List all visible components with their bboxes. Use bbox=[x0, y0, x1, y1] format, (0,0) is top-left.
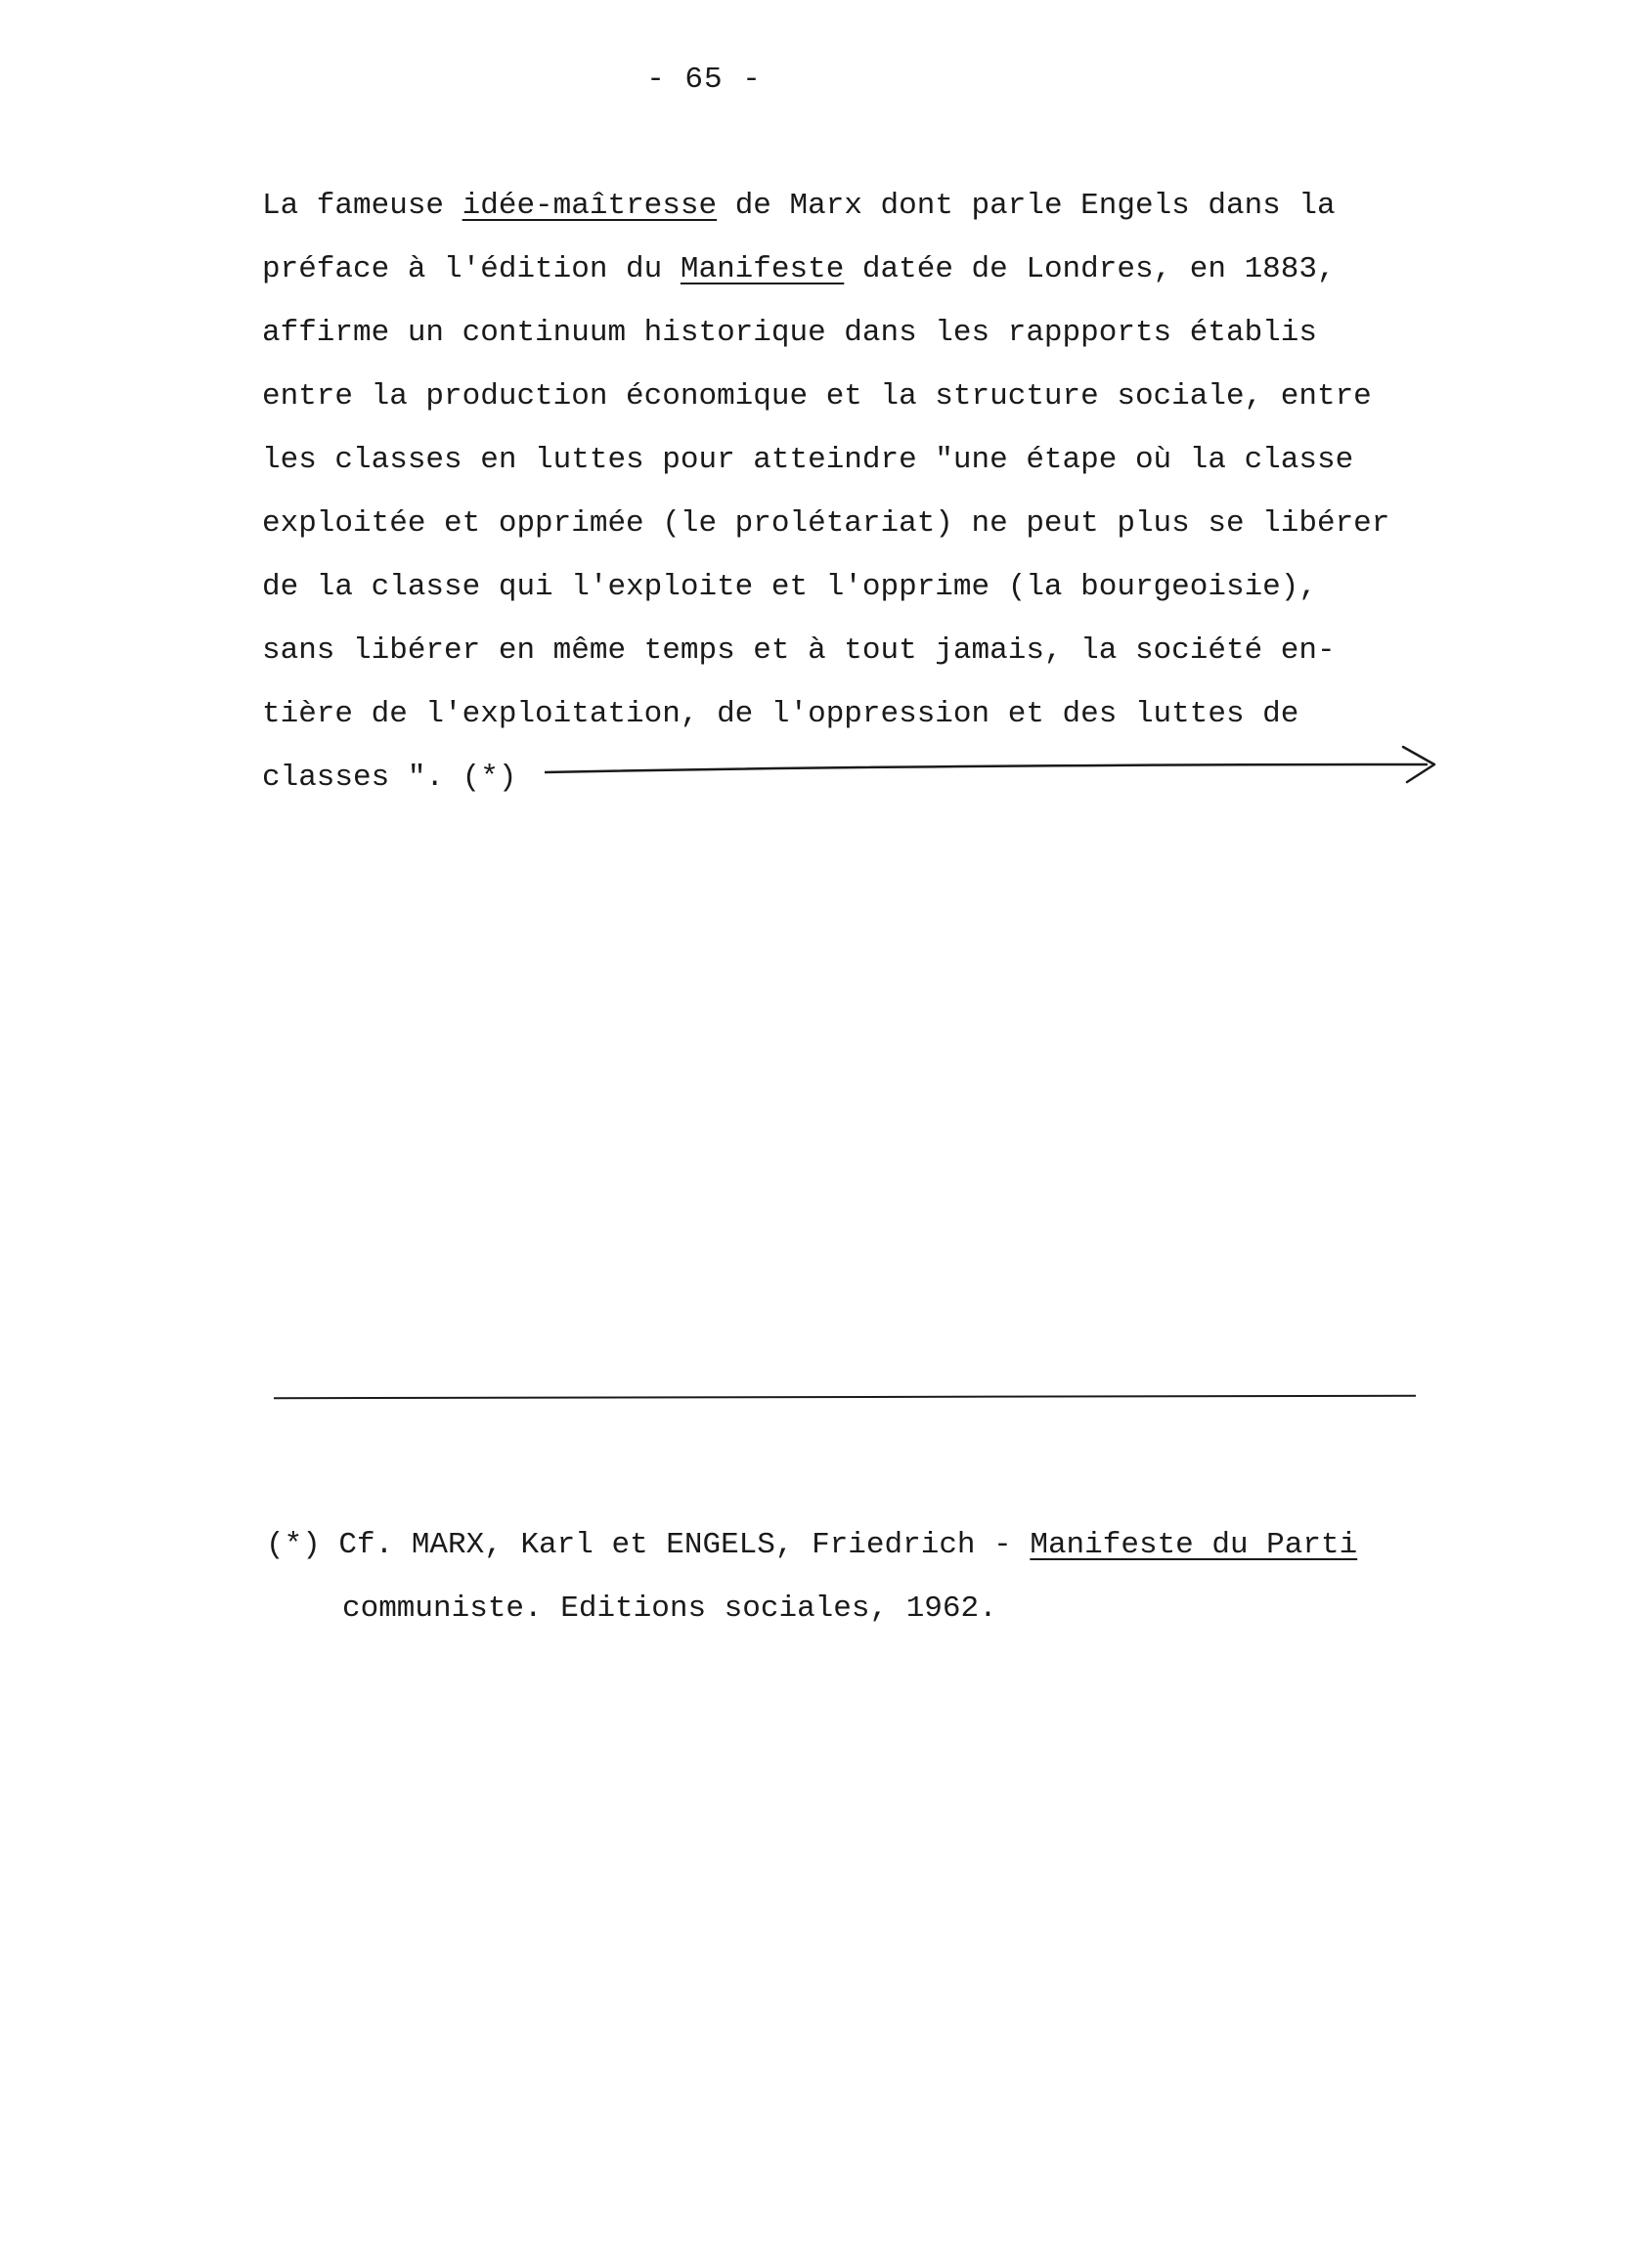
paragraph-line-8: sans libérer en même temps et à tout jamais, la société en- bbox=[262, 633, 1336, 668]
paragraph-line-10: classes ". (*) bbox=[262, 761, 517, 795]
paragraph-line-6: exploitée et opprimée (le prolétariat) ne peut plus se libérer bbox=[262, 506, 1390, 541]
paragraph-line-4: entre la production économique et la structure sociale, entre bbox=[262, 379, 1372, 414]
line-1-before: La fameuse bbox=[262, 189, 462, 223]
paragraph-line-9: tière de l'exploitation, de l'oppression et des luttes de bbox=[262, 697, 1299, 731]
underlined-title-manifeste: Manifeste bbox=[680, 252, 845, 286]
footnote bbox=[266, 1513, 1439, 1640]
body-paragraph bbox=[262, 174, 1435, 809]
handwritten-arrow-icon bbox=[543, 745, 1442, 784]
line-1-after: de Marx dont parle Engels dans la bbox=[717, 189, 1336, 223]
paragraph-line-2 bbox=[262, 238, 1435, 301]
paragraph-line-7: de la classe qui l'exploite et l'opprime (la bourgeoisie), bbox=[262, 570, 1317, 604]
page-number: - 65 - bbox=[646, 63, 762, 97]
underlined-term-idee-maitresse: idée-maîtresse bbox=[462, 189, 718, 223]
footnote-line-1 bbox=[266, 1513, 1439, 1577]
paragraph-line-5: les classes en luttes pour atteindre "une étape où la classe bbox=[262, 443, 1354, 477]
footnote-line-1-before: Cf. MARX, Karl et ENGELS, Friedrich - bbox=[320, 1528, 1031, 1562]
footnote-marker: (*) bbox=[266, 1528, 321, 1562]
footnote-line-2: communiste. Editions sociales, 1962. bbox=[342, 1592, 997, 1626]
paragraph-line-3: affirme un continuum historique dans les rappports établis bbox=[262, 316, 1317, 350]
line-2-after: datée de Londres, en 1883, bbox=[844, 252, 1336, 286]
footnote-separator bbox=[274, 1395, 1416, 1399]
line-2-before: préface à l'édition du bbox=[262, 252, 681, 286]
paragraph-line-1 bbox=[262, 174, 1435, 238]
footnote-underlined-title: Manifeste du Parti bbox=[1030, 1528, 1358, 1562]
